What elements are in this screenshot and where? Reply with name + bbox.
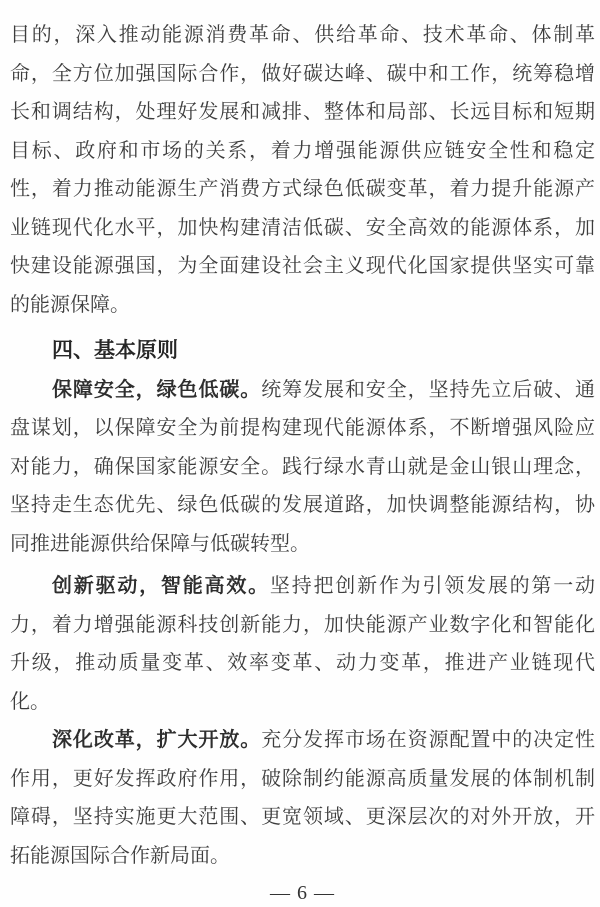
text-line: 业链现代化水平，加快构建清洁低碳、安全高效的能源体系，加 <box>10 216 595 239</box>
page-number: — 6 — <box>270 882 335 904</box>
text-line: 同推进能源供给保障与低碳转型。 <box>10 532 310 555</box>
text-line: 的能源保障。 <box>10 293 130 316</box>
text-line <box>10 371 595 410</box>
text-line: 升级，推动质量变革、效率变革、动力变革，推进产业链现代 <box>10 652 595 674</box>
paragraph-lead: 深化改革，扩大开放。 <box>52 729 262 751</box>
text-line: 目标、政府和市场的关系，着力增强能源供应链安全性和稳定 <box>10 139 595 162</box>
text-line <box>10 721 595 760</box>
section-heading: 四、基本原则 <box>52 339 178 362</box>
text-line: 作用，更好发挥政府作用，破除制约能源高质量发展的体制机制 <box>10 767 595 790</box>
paragraph-continuation <box>10 16 595 324</box>
paragraph-innovation <box>10 567 595 721</box>
paragraph-security-green <box>10 371 595 564</box>
text-line: 化。 <box>10 690 50 713</box>
text-line: 盘谋划，以保障安全为前提构建现代能源体系，不断增强风险应 <box>10 417 595 439</box>
paragraph-text: 坚持把创新作为引领发展的第一动 <box>269 575 595 597</box>
text-line: 性，着力推动能源生产消费方式绿色低碳变革，着力提升能源产 <box>10 178 595 200</box>
text-line: 目的，深入推动能源消费革命、供给革命、技术革命、体制革 <box>10 24 595 46</box>
paragraph-reform <box>10 721 595 875</box>
paragraph-lead: 创新驱动，智能高效。 <box>52 575 270 597</box>
text-line: 快建设能源强国，为全面建设社会主义现代化国家提供坚实可靠 <box>10 255 595 277</box>
text-line: 坚持走生态优先、绿色低碳的发展道路，加快调整能源结构，协 <box>10 494 595 516</box>
paragraph-text: 充分发挥市场在资源配置中的决定性 <box>261 729 595 751</box>
text-line <box>10 567 595 606</box>
text-line: 对能力，确保国家能源安全。践行绿水青山就是金山银山理念， <box>10 455 595 478</box>
text-line: 障碍，坚持实施更大范围、更宽领域、更深层次的对外开放，开 <box>10 806 595 828</box>
text-line: 命，全方位加强国际合作，做好碳达峰、碳中和工作，统筹稳增 <box>10 62 595 85</box>
text-line: 长和调结构，处理好发展和减排、整体和局部、长远目标和短期 <box>10 101 595 123</box>
paragraph-lead: 保障安全，绿色低碳。 <box>52 378 262 401</box>
text-line: 拓能源国际合作新局面。 <box>10 844 230 867</box>
text-line: 力，着力增强能源科技创新能力，加快能源产业数字化和智能化 <box>10 613 595 636</box>
page-footer <box>10 881 595 905</box>
paragraph-text: 统筹发展和安全，坚持先立后破、通 <box>261 378 595 401</box>
